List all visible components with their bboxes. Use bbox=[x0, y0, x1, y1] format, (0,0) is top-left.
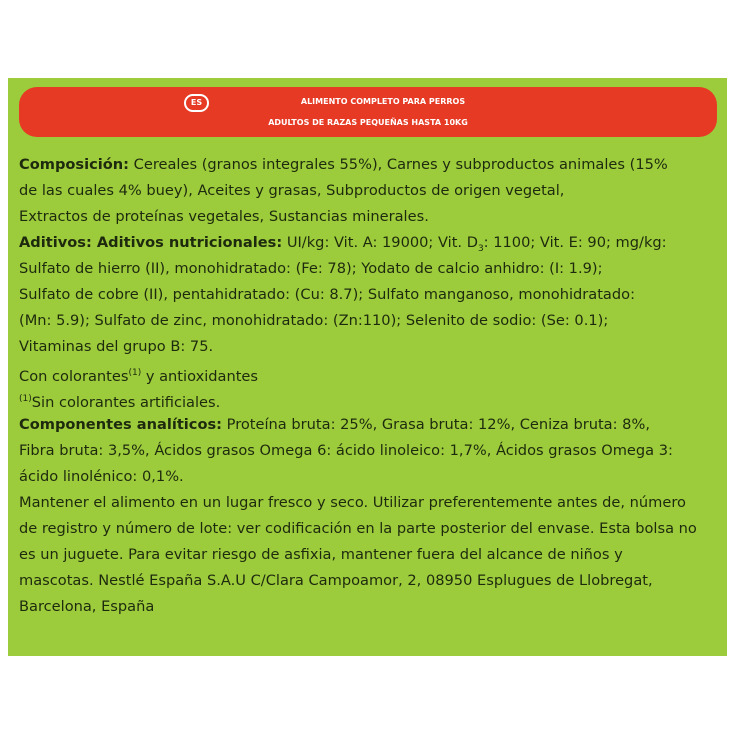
banner-title-line-2: ADULTOS DE RAZAS PEQUEÑAS HASTA 10KG bbox=[268, 118, 468, 127]
composition-heading: Composición: bbox=[19, 156, 130, 173]
additives-line-6 bbox=[19, 360, 258, 386]
additives-line-3: Sulfato de cobre (II), pentahidratado: (Cu: 8.7); Sulfato manganoso, monohidratado: bbox=[19, 286, 635, 303]
additives-text-1b: : 1100; Vit. E: 90; mg/kg: bbox=[483, 234, 667, 251]
additives-text-6a: Con colorantes bbox=[19, 367, 129, 385]
analytical-line-1 bbox=[19, 412, 650, 438]
analytical-text-1: Proteína bruta: 25%, Grasa bruta: 12%, Ceniza bruta: 8%, bbox=[222, 416, 650, 433]
composition-line-1 bbox=[19, 152, 668, 178]
additives-line-1 bbox=[19, 230, 667, 256]
composition-line-3: Extractos de proteínas vegetales, Sustancias minerales. bbox=[19, 208, 429, 225]
vitamin-d-subscript: 3 bbox=[477, 243, 484, 254]
label-panel bbox=[8, 78, 727, 656]
analytical-heading: Componentes analíticos: bbox=[19, 416, 223, 433]
additives-line-2: Sulfato de hierro (II), monohidratado: (Fe: 78); Yodato de calcio anhidro: (I: 1.9); bbox=[19, 260, 603, 277]
footnote-text: Sin colorantes artificiales. bbox=[31, 393, 221, 411]
composition-line-2: de las cuales 4% buey), Aceites y grasas, Subproductos de origen vegetal, bbox=[19, 182, 565, 199]
language-badge: ES bbox=[184, 94, 209, 112]
additives-line-4: (Mn: 5.9); Sulfato de zinc, monohidratado: (Zn:110); Selenito de sodio: (Se: 0.1); bbox=[19, 312, 609, 329]
analytical-line-3: ácido linolénico: 0,1%. bbox=[19, 468, 184, 485]
banner-title-line-1 bbox=[19, 92, 717, 112]
additives-heading: Aditivos: Aditivos nutricionales: bbox=[19, 234, 283, 251]
additives-footnote-line bbox=[19, 386, 220, 412]
analytical-line-2: Fibra bruta: 3,5%, Ácidos grasos Omega 6: ácido linoleico: 1,7%, Ácidos grasos Omega 3: bbox=[19, 442, 673, 459]
banner-title-text-1: ALIMENTO COMPLETO PARA PERROS bbox=[300, 97, 466, 106]
additives-text-6b: y antioxidantes bbox=[141, 367, 259, 385]
storage-line-4: mascotas. Nestlé España S.A.U C/Clara Campoamor, 2, 08950 Esplugues de Llobregat, bbox=[19, 572, 653, 589]
composition-text-1: Cereales (granos integrales 55%), Carnes y subproductos animales (15% bbox=[129, 156, 668, 173]
storage-line-1: Mantener el alimento en un lugar fresco y seco. Utilizar preferentemente antes de, número bbox=[19, 494, 686, 511]
title-banner bbox=[19, 87, 717, 137]
additives-line-5: Vitaminas del grupo B: 75. bbox=[19, 338, 214, 355]
storage-line-3: es un juguete. Para evitar riesgo de asfixia, mantener fuera del alcance de niños y bbox=[19, 546, 623, 563]
footnote-marker: (1) bbox=[128, 368, 142, 378]
footnote-marker: (1) bbox=[19, 394, 32, 404]
storage-line-5: Barcelona, España bbox=[19, 598, 155, 615]
storage-line-2: de registro y número de lote: ver codificación en la parte posterior del envase. Esta bolsa no bbox=[19, 520, 697, 537]
additives-text-1a: UI/kg: Vit. A: 19000; Vit. D bbox=[282, 234, 478, 251]
